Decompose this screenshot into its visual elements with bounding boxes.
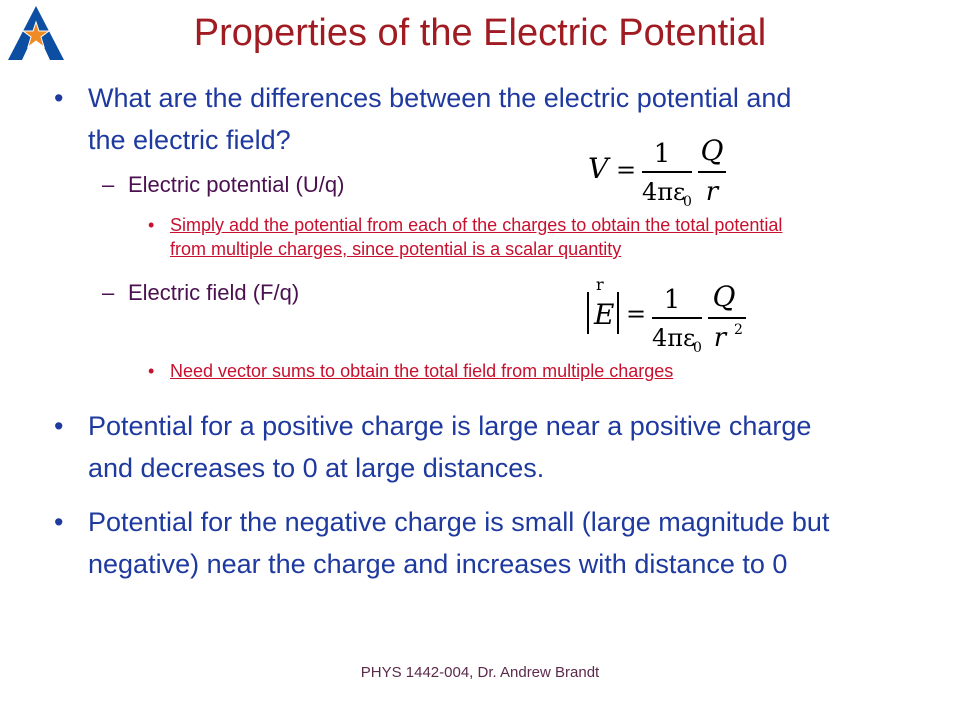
dash-marker: – <box>102 280 115 305</box>
eq-denominator-2: r <box>705 177 719 207</box>
bullet-marker: • <box>54 83 64 113</box>
sub-item-electric-potential: Electric potential (U/q) <box>128 172 345 197</box>
detail-bullet-marker: • <box>148 361 155 381</box>
field-equation <box>582 272 772 356</box>
bullet-1-line-1: What are the differences between the electric potential and <box>88 83 792 113</box>
bullet-3-line-1: Potential for the negative charge is small (large magnitude but <box>88 507 830 537</box>
footer: PHYS 1442-004, Dr. Andrew Brandt <box>360 664 600 681</box>
bullet-3-line-2: negative) near the charge and increases with distance to 0 <box>88 549 788 579</box>
eq-denominator-2: r <box>713 323 727 353</box>
dash-marker: – <box>102 172 115 197</box>
eq-numerator-1: 1 <box>653 139 671 169</box>
detail-potential-line-1: Simply add the potential from each of the charges to obtain the total potential <box>170 215 783 235</box>
eq-denominator-1: 4πε <box>642 178 686 206</box>
bullet-2-line-2: and decreases to 0 at large distances. <box>88 453 545 483</box>
potential-equation <box>584 130 764 210</box>
bullet-marker: • <box>54 411 64 441</box>
eq-epsilon-subscript: 0 <box>683 194 692 210</box>
eq-vector-arrow: r <box>596 275 604 294</box>
eq-equals: = <box>626 300 647 328</box>
eq-v-symbol: V <box>588 152 609 185</box>
bullet-marker: • <box>54 507 64 537</box>
eq-numerator-2: Q <box>700 134 724 167</box>
bullet-2-line-1: Potential for a positive charge is large near a positive charge <box>88 411 812 441</box>
detail-potential-line-2: from multiple charges, since potential is a scalar quantity <box>170 239 622 259</box>
eq-e-symbol: E <box>594 298 615 331</box>
detail-field-line: Need vector sums to obtain the total field from multiple charges <box>170 361 674 381</box>
eq-denominator-1: 4πε <box>652 324 696 352</box>
eq-r-superscript: 2 <box>734 322 743 338</box>
detail-bullet-marker: • <box>148 215 155 235</box>
bullet-1-line-2: the electric field? <box>88 125 291 155</box>
eq-equals: = <box>616 156 637 184</box>
page-title: Properties of the Electric Potential <box>193 12 767 54</box>
eq-numerator-2: Q <box>712 280 736 313</box>
sub-item-electric-field: Electric field (F/q) <box>128 280 300 305</box>
eq-epsilon-subscript: 0 <box>693 340 702 356</box>
eq-numerator-1: 1 <box>663 285 681 315</box>
